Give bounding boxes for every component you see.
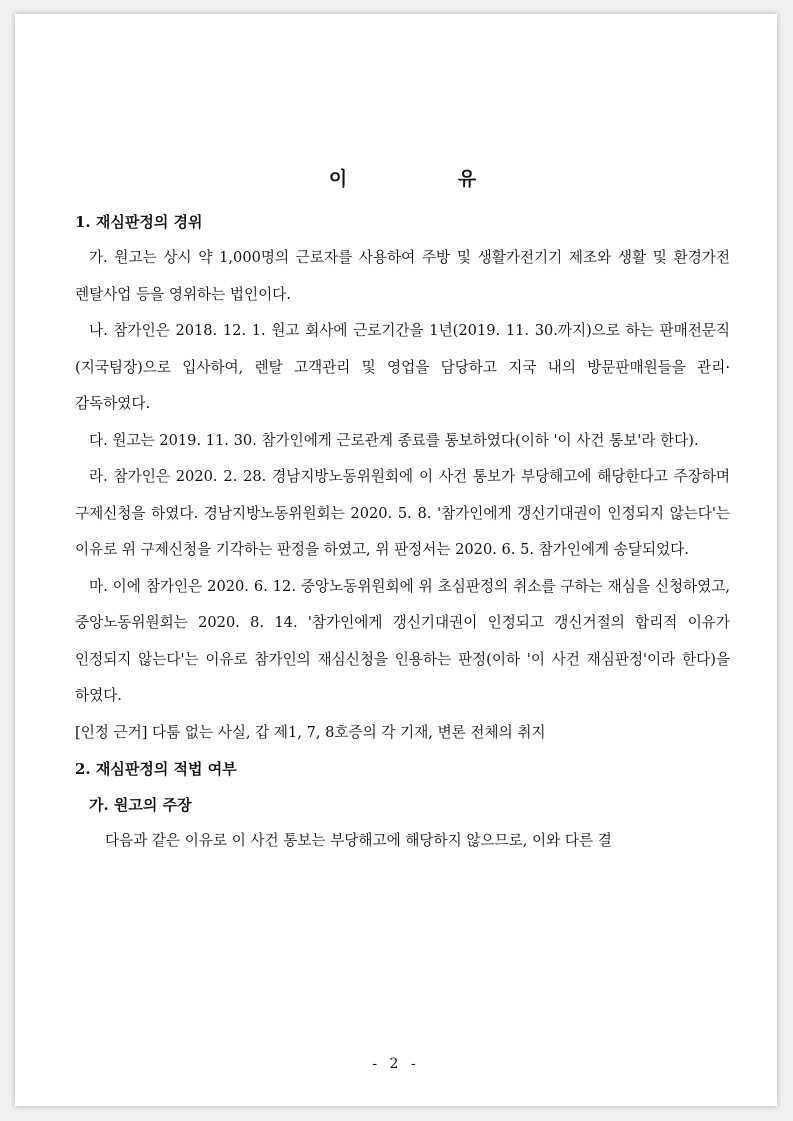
section-1-heading: 1. 재심판정의 경위 (75, 213, 203, 231)
document-title: 이 유 (328, 168, 529, 190)
paragraph-da: 다. 원고는 2019. 11. 30. 참가인에게 근로관계 종료를 통보하였다(이하 '이 사건 통보'라 한다). (89, 431, 699, 449)
document-body (75, 164, 730, 860)
section-2-heading: 2. 재심판정의 적법 여부 (75, 760, 237, 778)
basis-note: [인정 근거] 다툼 없는 사실, 갑 제1, 7, 8호증의 각 기재, 변론 전체의 취지 (75, 723, 546, 741)
paragraph-ra: 라. 참가인은 2020. 2. 28. 경남지방노동위원회에 이 사건 통보가 부당해고에 해당한다고 주장하며 구제신청을 하였다. 경남지방노동위원회는 2020. 5. 8. '참가인에게 갱신기대권이 인정되지 않는다'는 이유로 위 구제신청을 기각하는 판정을 하였고, 위 판정서는 2020. 6. 5. 참가인에게 송달되었다. (75, 468, 730, 558)
page-number: - 2 - (372, 1056, 420, 1072)
paragraph-plaintiff-claim: 다음과 같은 이유로 이 사건 통보는 부당해고에 해당하지 않으므로, 이와 다른 결 (105, 832, 612, 849)
paragraph-ga: 가. 원고는 상시 약 1,000명의 근로자를 사용하여 주방 및 생활가전기기 제조와 생활 및 환경가전 렌탈사업 등을 영위하는 법인이다. (75, 249, 730, 303)
paragraph-na: 나. 참가인은 2018. 12. 1. 원고 회사에 근로기간을 1년(2019. 11. 30.까지)으로 하는 판매전문직(지국팀장)으로 입사하여, 렌탈 고객관리 및 영업을 담당하고 지국 내의 방문판매원들을 관리·감독하였다. (75, 322, 730, 412)
paragraph-ma: 마. 이에 참가인은 2020. 6. 12. 중앙노동위원회에 위 초심판정의 취소를 구하는 재심을 신청하였고, 중앙노동위원회는 2020. 8. 14. '참가인에게 갱신기대권이 인정되고 갱신거절의 합리적 이유가 인정되지 않는다'는 이유로 참가인의 재심신청을 인용하는 판정(이하 '이 사건 재심판정'이라 한다)을 하였다. (75, 577, 730, 704)
section-2-subheading: 가. 원고의 주장 (89, 796, 192, 814)
document-page (15, 14, 777, 1106)
